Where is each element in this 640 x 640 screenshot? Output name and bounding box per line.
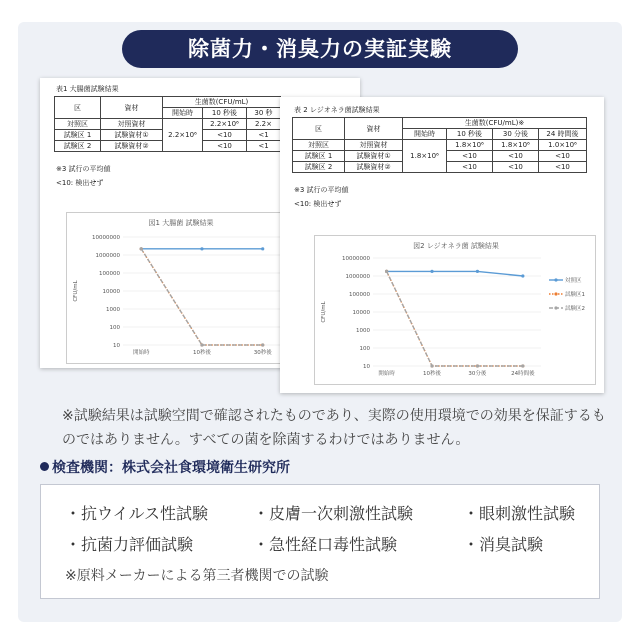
y-tick-label: 10000000 bbox=[342, 256, 370, 262]
cell: <10 bbox=[203, 141, 247, 152]
x-tick-label: 30秒後 bbox=[253, 350, 272, 356]
chart-title: 図1 大腸菌 試験結果 bbox=[148, 219, 214, 227]
data-point bbox=[261, 343, 264, 346]
y-axis-label: CFU/mL bbox=[321, 301, 327, 323]
data-point bbox=[261, 247, 264, 250]
testing-lab bbox=[40, 457, 290, 477]
bullet-dot bbox=[40, 462, 49, 471]
cell: 試験資材② bbox=[345, 162, 403, 173]
cell: 試験資材① bbox=[101, 130, 163, 141]
series-line-1 bbox=[387, 271, 523, 366]
col-ku: 区 bbox=[55, 97, 101, 119]
data-point bbox=[476, 270, 479, 273]
y-tick-label: 1000000 bbox=[345, 274, 370, 280]
x-tick-label: 10秒後 bbox=[423, 371, 442, 377]
col-t10s: 10 秒後 bbox=[447, 129, 493, 140]
col-t10s: 10 秒後 bbox=[203, 108, 247, 119]
y-tick-label: 100 bbox=[109, 325, 120, 331]
col-t24h: 24 時間後 bbox=[539, 129, 587, 140]
cell: 試験資材② bbox=[101, 141, 163, 152]
data-point bbox=[385, 270, 388, 273]
y-tick-label: 100000 bbox=[99, 271, 120, 277]
data-point bbox=[430, 270, 433, 273]
cell: 対照資材 bbox=[101, 119, 163, 130]
col-ku: 区 bbox=[293, 118, 345, 140]
col-t30m: 30 分後 bbox=[493, 129, 539, 140]
y-tick-label: 100000 bbox=[349, 292, 370, 298]
y-tick-label: 10000 bbox=[352, 310, 370, 316]
ecoli-results-table bbox=[54, 96, 281, 152]
list-item: ・皮膚一次刺激性試験 bbox=[253, 504, 414, 523]
legionella-chart bbox=[314, 235, 596, 385]
col-group: 生菌数(CFU/mL)※ bbox=[403, 118, 587, 129]
data-point bbox=[140, 247, 143, 250]
data-point bbox=[521, 364, 524, 367]
ecoli-table-caption: 表1 大腸菌試験結果 bbox=[56, 85, 119, 93]
cell: <10 bbox=[493, 162, 539, 173]
series-line-2 bbox=[141, 249, 262, 345]
cell-initial: 1.8×10⁶ bbox=[403, 140, 447, 173]
table-row bbox=[293, 140, 587, 151]
list-item: ・抗ウイルス性試験 bbox=[65, 504, 209, 523]
page-title: 除菌力・消臭力の実証実験 bbox=[122, 30, 518, 68]
list-item: ・眼刺激性試験 bbox=[463, 504, 576, 523]
y-tick-label: 10 bbox=[363, 364, 370, 370]
cell: 2.2×10⁶ bbox=[203, 119, 247, 130]
cell: 1.8×10⁶ bbox=[493, 140, 539, 151]
cell: <10 bbox=[493, 151, 539, 162]
ecoli-note-undetected: <10: 検出せず bbox=[56, 179, 104, 187]
ecoli-chart bbox=[66, 212, 294, 364]
chart-title: 図2 レジオネラ菌 試験結果 bbox=[413, 242, 499, 250]
data-point bbox=[476, 364, 479, 367]
cell: 試験区 2 bbox=[55, 141, 101, 152]
col-t0: 開始時 bbox=[163, 108, 203, 119]
testing-lab-label: 検査機関：株式会社食環境衛生研究所 bbox=[52, 460, 290, 476]
y-tick-label: 10000000 bbox=[92, 235, 120, 241]
legend-marker bbox=[554, 278, 557, 281]
col-t30s: 30 秒 bbox=[247, 108, 281, 119]
table-row bbox=[55, 119, 281, 130]
cell: 試験区 1 bbox=[293, 151, 345, 162]
tests-list bbox=[65, 501, 585, 555]
y-tick-label: 1000 bbox=[356, 328, 370, 334]
cell: 対照資材 bbox=[345, 140, 403, 151]
legend-marker bbox=[554, 292, 557, 295]
cell: 対照区 bbox=[293, 140, 345, 151]
list-item: ・消臭試験 bbox=[463, 535, 544, 554]
ecoli-chart-svg bbox=[67, 213, 295, 365]
x-tick-label: 10秒後 bbox=[192, 350, 211, 356]
col-material: 資材 bbox=[101, 97, 163, 119]
series-line-0 bbox=[387, 271, 523, 276]
x-tick-label: 30分後 bbox=[468, 371, 487, 377]
legionella-note-average: ※3 試行の平均値 bbox=[294, 186, 349, 194]
x-tick-label: 開始時 bbox=[132, 350, 150, 356]
data-point bbox=[521, 274, 524, 277]
cell: 試験区 1 bbox=[55, 130, 101, 141]
data-point bbox=[200, 247, 203, 250]
cell: <10 bbox=[539, 151, 587, 162]
list-item: ・抗菌力評価試験 bbox=[65, 535, 194, 554]
cell: <10 bbox=[447, 151, 493, 162]
cell: <10 bbox=[203, 130, 247, 141]
cell: <10 bbox=[447, 162, 493, 173]
legionella-report-document bbox=[280, 97, 604, 393]
legend-label: 試験区1 bbox=[565, 292, 585, 298]
y-axis-label: CFU/mL bbox=[73, 280, 79, 302]
y-tick-label: 100 bbox=[359, 346, 370, 352]
legionella-chart-svg bbox=[315, 236, 597, 386]
cell-initial: 2.2×10⁶ bbox=[163, 119, 203, 152]
legend-label: 対照区 bbox=[565, 278, 582, 284]
disclaimer-text: ※試験結果は試験空間で確認されたものであり、実際の使用環境での効果を保証するものではありません。すべての菌を除菌するわけではありません。 bbox=[62, 408, 606, 448]
data-point bbox=[430, 364, 433, 367]
list-item: ・急性経口毒性試験 bbox=[253, 535, 398, 554]
y-tick-label: 1000000 bbox=[95, 253, 120, 259]
col-t0: 開始時 bbox=[403, 129, 447, 140]
y-tick-label: 10 bbox=[113, 343, 120, 349]
cell: <1 bbox=[247, 130, 281, 141]
legend-label: 試験区2 bbox=[565, 306, 585, 312]
tests-box bbox=[40, 484, 600, 599]
ecoli-note-average: ※3 試行の平均値 bbox=[56, 165, 111, 173]
cell: 対照区 bbox=[55, 119, 101, 130]
y-tick-label: 10000 bbox=[102, 289, 120, 295]
cell: <10 bbox=[539, 162, 587, 173]
cell: 試験資材① bbox=[345, 151, 403, 162]
cell: <1 bbox=[247, 141, 281, 152]
legionella-table-caption: 表 2 レジオネラ菌試験結果 bbox=[294, 106, 380, 114]
series-line-2 bbox=[387, 271, 523, 366]
y-tick-label: 1000 bbox=[106, 307, 120, 313]
tests-note: ※原料メーカーによる第三者機関での試験 bbox=[65, 568, 329, 584]
legend-marker bbox=[554, 306, 557, 309]
cell: 1.8×10⁶ bbox=[447, 140, 493, 151]
x-tick-label: 開始時 bbox=[378, 371, 395, 377]
cell: 試験区 2 bbox=[293, 162, 345, 173]
legionella-results-table bbox=[292, 117, 587, 173]
col-material: 資材 bbox=[345, 118, 403, 140]
cell: 2.2× bbox=[247, 119, 281, 130]
legionella-note-undetected: <10: 検出せず bbox=[294, 200, 342, 208]
col-group: 生菌数(CFU/mL) bbox=[163, 97, 281, 108]
cell: 1.0×10⁶ bbox=[539, 140, 587, 151]
series-line-1 bbox=[141, 249, 262, 345]
data-point bbox=[200, 343, 203, 346]
x-tick-label: 24時間後 bbox=[511, 371, 535, 377]
